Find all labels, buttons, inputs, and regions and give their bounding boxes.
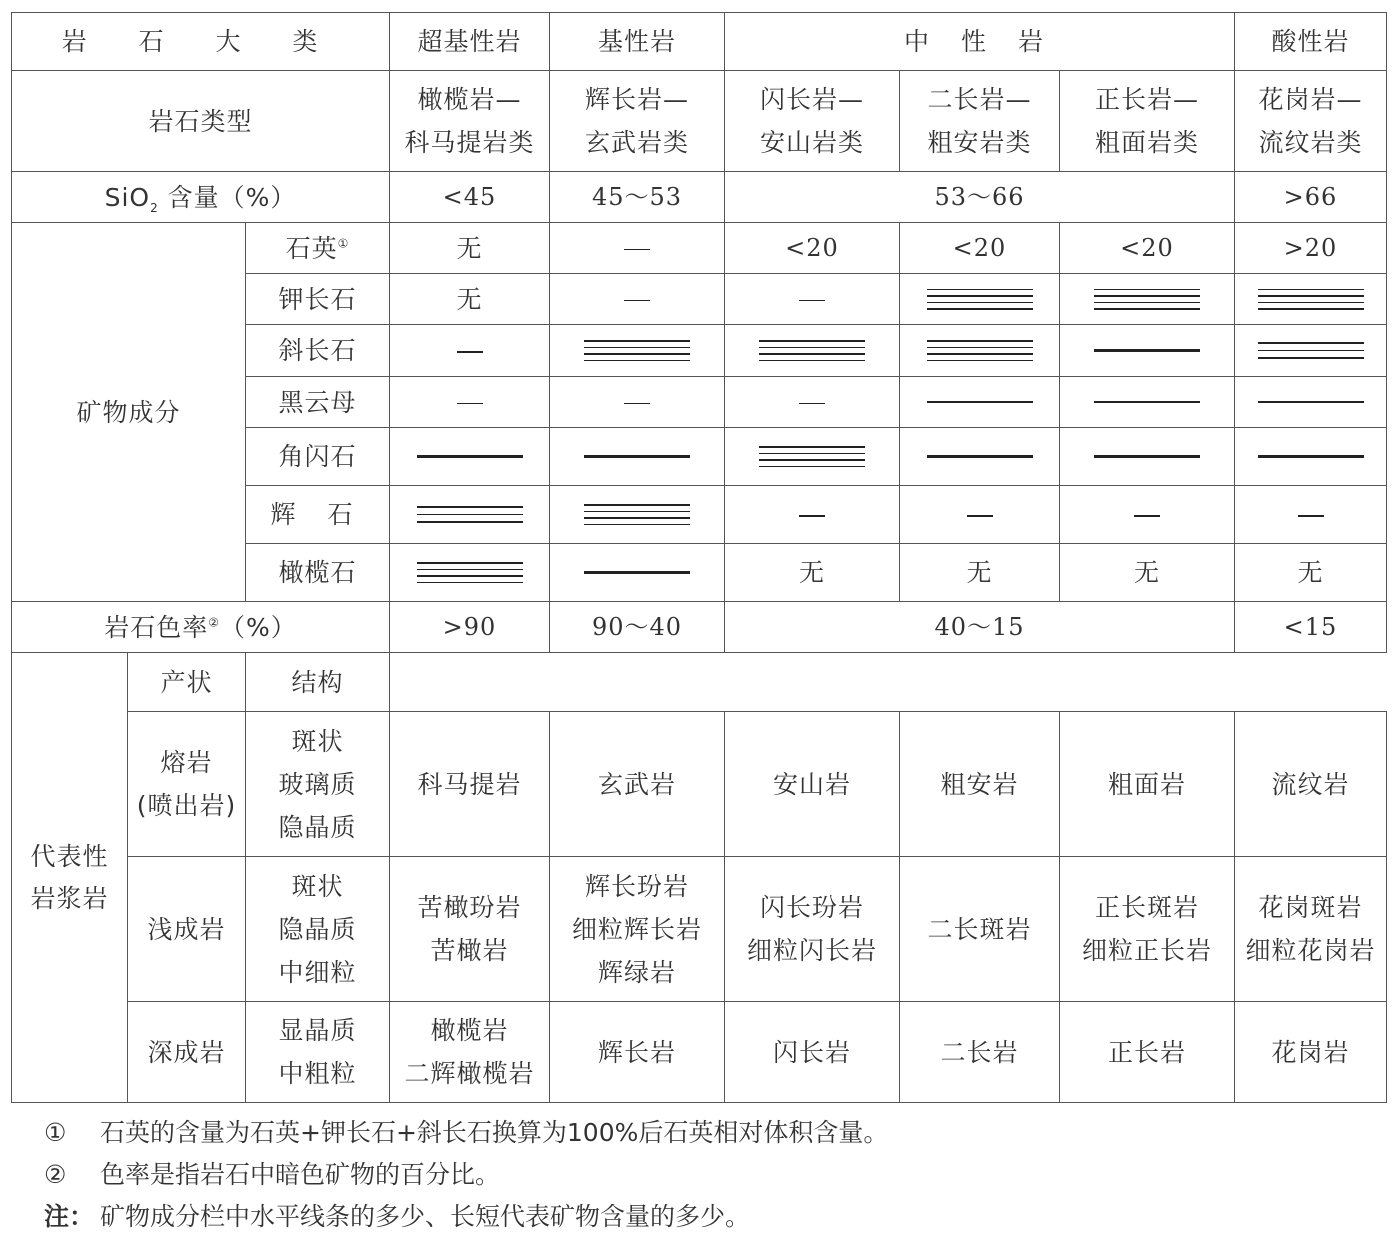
- mineral-content-cell: [725, 274, 900, 325]
- rock-name: 辉长玢岩: [584, 871, 689, 901]
- group-basic: 基性岩: [550, 13, 725, 71]
- content-line-mark: [927, 347, 1033, 349]
- rock-type-line: 辉长岩—: [584, 85, 689, 114]
- mineral-row: [12, 223, 1387, 274]
- texture-line: 斑状: [291, 871, 344, 901]
- footnote: [44, 1112, 888, 1154]
- content-lines: [390, 562, 549, 583]
- mineral-content-cell: >20: [1235, 223, 1387, 274]
- color-index-value: <15: [1235, 602, 1387, 653]
- mineral-content-cell: [390, 486, 550, 544]
- dash-mark: [799, 300, 825, 302]
- content-line-mark: [584, 524, 690, 526]
- mineral-content-cell: [900, 486, 1060, 544]
- representative-rock-cell: [725, 1002, 900, 1103]
- category-label: 岩 石 大 类: [12, 13, 390, 71]
- rock-type-line: 橄榄岩—: [417, 85, 522, 114]
- content-line-mark: [759, 353, 865, 355]
- content-lines: [390, 506, 549, 523]
- rock-type-line: 正长岩—: [1094, 85, 1199, 114]
- content-lines: [725, 340, 899, 361]
- mineral-content-cell: [550, 223, 725, 274]
- mineral-content-cell: [390, 428, 550, 486]
- mineral-content-cell: [550, 544, 725, 602]
- representative-label-line: 岩浆岩: [30, 883, 109, 913]
- rock-name: 粗安岩: [940, 769, 1019, 799]
- rock-type-label: 岩石类型: [12, 71, 390, 172]
- mineral-name: [246, 274, 390, 325]
- content-line-mark: [1258, 455, 1364, 458]
- mineral-content-cell: [1235, 274, 1387, 325]
- representative-row: [12, 1002, 1387, 1103]
- content-line-mark: [584, 571, 690, 574]
- color-index-label: [12, 602, 390, 653]
- dash-mark: [457, 403, 483, 405]
- footnote: [44, 1196, 888, 1238]
- mineral-content-cell: [550, 486, 725, 544]
- content-line-mark: [1094, 349, 1200, 352]
- mineral-content-cell: [900, 377, 1060, 428]
- content-lines: [1235, 455, 1386, 458]
- sio2-value: >66: [1235, 172, 1387, 223]
- mineral-name: [246, 544, 390, 602]
- mineral-content-cell: [1060, 325, 1235, 377]
- content-lines: [390, 455, 549, 458]
- content-line-mark: [417, 521, 523, 523]
- rock-name: 粗面岩: [1107, 769, 1186, 799]
- content-lines: [900, 340, 1059, 361]
- content-line-mark: [759, 459, 865, 461]
- representative-rock-cell: [725, 712, 900, 857]
- dash-mark: [457, 351, 483, 353]
- footnotes: [44, 1112, 888, 1238]
- content-lines: [550, 340, 724, 361]
- content-line-mark: [927, 340, 1033, 342]
- representative-rock-cell: [390, 857, 550, 1002]
- sio2-suffix: 含量（%）: [158, 182, 297, 212]
- content-line-mark: [759, 347, 865, 349]
- content-line-mark: [417, 562, 523, 564]
- rock-name: 苦橄岩: [430, 936, 509, 965]
- footnote-mark: ②: [44, 1160, 67, 1189]
- footnote-text: 色率是指岩石中暗色矿物的百分比。: [100, 1160, 501, 1189]
- dash-mark: [1298, 515, 1324, 517]
- mineral-content-cell: [550, 428, 725, 486]
- rock-name: 花岗岩: [1271, 1037, 1350, 1067]
- content-lines: [1060, 349, 1234, 352]
- content-lines: [1060, 401, 1234, 403]
- mineral-content-cell: [1060, 486, 1235, 544]
- mineral-content-cell: [725, 428, 900, 486]
- content-line-mark: [927, 455, 1033, 458]
- texture-line: 中细粒: [278, 957, 357, 987]
- representative-row: [12, 857, 1387, 1002]
- mineral-content-cell: 无: [390, 274, 550, 325]
- mineral-name: [246, 223, 390, 274]
- rock-type-cell: [725, 71, 900, 172]
- rock-name: 安山岩: [772, 769, 851, 799]
- mineral-name-text: 角闪石: [278, 442, 357, 471]
- header-row: [12, 13, 1387, 71]
- color-index-row: [12, 602, 1387, 653]
- mineral-name-text: 辉 石: [270, 500, 365, 529]
- dash-mark: [624, 249, 650, 251]
- mineral-name: [246, 377, 390, 428]
- occurrence-cell: [128, 712, 246, 857]
- sio2-value: <45: [390, 172, 550, 223]
- texture-line: 玻璃质: [278, 769, 357, 799]
- mineral-content-cell: [900, 325, 1060, 377]
- rock-type-cell: [390, 71, 550, 172]
- content-line-mark: [584, 340, 690, 342]
- rock-type-line: 粗面岩类: [1094, 128, 1199, 157]
- texture-line: 显晶质: [278, 1016, 357, 1045]
- representative-label: [12, 653, 128, 1103]
- sio2-subscript: 2: [150, 200, 159, 215]
- representative-rock-cell: [550, 712, 725, 857]
- mineral-content-cell: [550, 325, 725, 377]
- content-line-mark: [584, 504, 690, 506]
- rock-type-row: [12, 71, 1387, 172]
- rock-name: 辉长岩: [597, 1037, 676, 1067]
- mineral-name: [246, 486, 390, 544]
- representative-rock-cell: [900, 712, 1060, 857]
- content-lines: [1060, 289, 1234, 310]
- mineral-name: [246, 325, 390, 377]
- content-lines: [550, 571, 724, 574]
- igneous-rock-classification-table: [11, 12, 1387, 1103]
- mineral-name-text: 黑云母: [278, 387, 357, 417]
- content-line-mark: [1258, 342, 1364, 344]
- footnote-text: 石英的含量为石英+钾长石+斜长石换算为100%后石英相对体积含量。: [100, 1118, 889, 1147]
- mineral-content-cell: [1060, 274, 1235, 325]
- mineral-name-text: 钾长石: [278, 284, 357, 314]
- dash-mark: [799, 515, 825, 517]
- mineral-content-cell: [725, 377, 900, 428]
- texture-cell: [246, 857, 390, 1002]
- representative-rock-cell: [390, 1002, 550, 1103]
- rock-type-cell: [550, 71, 725, 172]
- content-lines: [900, 401, 1059, 403]
- footnote: [44, 1154, 888, 1196]
- occurrence-line: 熔岩: [160, 748, 213, 777]
- mineral-content-cell: [550, 377, 725, 428]
- content-line-mark: [927, 353, 1033, 355]
- representative-rock-cell: [550, 1002, 725, 1103]
- rock-name: 玄武岩: [597, 769, 676, 799]
- content-line-mark: [584, 347, 690, 349]
- content-line-mark: [759, 446, 865, 448]
- content-line-mark: [927, 401, 1033, 403]
- content-line-mark: [1094, 302, 1200, 304]
- occurrence-cell: [128, 1002, 246, 1103]
- sio2-prefix: SiO: [104, 182, 151, 212]
- color-index-text: 岩石色率: [104, 612, 209, 642]
- occurrence-line: (喷出岩): [136, 791, 237, 820]
- rock-type-cell: [1060, 71, 1235, 172]
- mineral-content-cell: [1060, 377, 1235, 428]
- rock-name: 橄榄岩: [430, 1016, 509, 1045]
- rock-type-cell: [900, 71, 1060, 172]
- rock-name: 苦橄玢岩: [417, 893, 522, 922]
- rock-name: 细粒花岗岩: [1245, 936, 1376, 965]
- rock-name: 二长岩: [940, 1037, 1019, 1067]
- representative-rock-cell: [1235, 712, 1387, 857]
- content-line-mark: [1258, 289, 1364, 291]
- representative-rock-cell: [1235, 1002, 1387, 1103]
- content-lines: [1235, 289, 1386, 310]
- texture-head: 结构: [246, 653, 390, 712]
- mineral-content-cell: [1235, 377, 1387, 428]
- representative-row: [12, 712, 1387, 857]
- mineral-content-cell: [390, 377, 550, 428]
- mineral-content-cell: 无: [900, 544, 1060, 602]
- content-line-mark: [1258, 308, 1364, 310]
- content-line-mark: [927, 360, 1033, 362]
- mineral-name: [246, 428, 390, 486]
- representative-rock-cell: [900, 1002, 1060, 1103]
- dash-mark: [624, 300, 650, 302]
- dash-mark: [967, 515, 993, 517]
- representative-rock-cell: [725, 857, 900, 1002]
- mineral-content-cell: [390, 544, 550, 602]
- rock-type-line: 流纹岩类: [1258, 128, 1363, 157]
- rock-name: 正长斑岩: [1094, 893, 1199, 922]
- texture-line: 隐晶质: [278, 812, 357, 842]
- mineral-name-text: 橄榄石: [278, 558, 357, 587]
- occurrence-line: 浅成岩: [147, 914, 226, 944]
- content-line-mark: [927, 289, 1033, 291]
- rock-type-line: 安山岩类: [759, 128, 864, 157]
- content-line-mark: [759, 340, 865, 342]
- rock-type-line: 粗安岩类: [927, 128, 1032, 157]
- group-acidic: 酸性岩: [1235, 13, 1387, 71]
- content-lines: [550, 455, 724, 458]
- content-line-mark: [1094, 289, 1200, 291]
- content-line-mark: [927, 308, 1033, 310]
- content-line-mark: [1094, 308, 1200, 310]
- mineral-content-cell: [900, 274, 1060, 325]
- sio2-value: 53～66: [725, 172, 1235, 223]
- representative-head-row: [12, 653, 1387, 712]
- color-index-value: 90～40: [550, 602, 725, 653]
- mineral-content-cell: <20: [900, 223, 1060, 274]
- content-line-mark: [1258, 295, 1364, 297]
- mineral-content-cell: <20: [725, 223, 900, 274]
- rock-type-line: 二长岩—: [927, 85, 1032, 114]
- sio2-value: 45～53: [550, 172, 725, 223]
- sio2-row: [12, 172, 1387, 223]
- representative-rock-cell: [900, 857, 1060, 1002]
- content-line-mark: [417, 575, 523, 577]
- representative-rock-cell: [1060, 1002, 1235, 1103]
- mineral-name-text: 斜长石: [278, 336, 357, 365]
- rock-type-line: 科马提岩类: [404, 128, 535, 157]
- content-line-mark: [1094, 455, 1200, 458]
- mineral-name-text: 石英: [285, 233, 338, 263]
- mineral-content-cell: [550, 274, 725, 325]
- mineral-content-cell: [725, 325, 900, 377]
- color-index-unit: （%）: [220, 612, 297, 642]
- mineral-content-cell: 无: [1235, 544, 1387, 602]
- texture-line: 隐晶质: [278, 914, 357, 944]
- content-line-mark: [417, 569, 523, 571]
- rock-type-line: 花岗岩—: [1258, 85, 1363, 114]
- rock-type-line: 玄武岩类: [584, 128, 689, 157]
- group-ultrabasic: 超基性岩: [390, 13, 550, 71]
- color-index-value: >90: [390, 602, 550, 653]
- footnote-mark: ①: [44, 1118, 67, 1147]
- content-line-mark: [584, 360, 690, 362]
- rock-name: 细粒辉长岩: [571, 914, 702, 944]
- rock-name: 流纹岩: [1271, 769, 1350, 799]
- content-line-mark: [759, 360, 865, 362]
- mineral-content-cell: [1235, 486, 1387, 544]
- mineral-composition-label: 矿物成分: [12, 223, 246, 602]
- mineral-content-cell: [1060, 428, 1235, 486]
- content-line-mark: [584, 511, 690, 513]
- dash-mark: [624, 403, 650, 405]
- content-line-mark: [584, 455, 690, 458]
- texture-line: 斑状: [291, 726, 344, 756]
- content-line-mark: [584, 517, 690, 519]
- representative-rock-cell: [1060, 857, 1235, 1002]
- texture-line: 中粗粒: [278, 1059, 357, 1088]
- rock-name: 二辉橄榄岩: [404, 1059, 535, 1088]
- footnote-text: 矿物成分栏中水平线条的多少、长短代表矿物含量的多少。: [100, 1202, 751, 1231]
- sio2-label: [12, 172, 390, 223]
- content-lines: [900, 289, 1059, 310]
- content-line-mark: [1258, 350, 1364, 352]
- rock-name: 科马提岩: [417, 769, 522, 799]
- content-line-mark: [1094, 401, 1200, 403]
- representative-rock-cell: [390, 712, 550, 857]
- content-line-mark: [927, 302, 1033, 304]
- dash-mark: [1134, 515, 1160, 517]
- content-lines: [900, 455, 1059, 458]
- rock-name: 闪长岩: [772, 1037, 851, 1067]
- rock-name: 细粒正长岩: [1081, 936, 1212, 965]
- content-lines: [725, 446, 899, 467]
- rock-name: 花岗斑岩: [1258, 893, 1363, 922]
- rock-name: 二长斑岩: [927, 914, 1032, 944]
- content-line-mark: [417, 506, 523, 508]
- footnote-mark: 注：: [44, 1202, 95, 1231]
- representative-label-line: 代表性: [30, 841, 109, 871]
- representative-rock-cell: [1060, 712, 1235, 857]
- content-line-mark: [1258, 302, 1364, 304]
- content-lines: [1235, 342, 1386, 359]
- content-line-mark: [927, 295, 1033, 297]
- rock-name: 辉绿岩: [597, 957, 676, 987]
- color-index-footnote-mark: ②: [208, 615, 220, 630]
- content-lines: [1060, 455, 1234, 458]
- content-lines: [1235, 401, 1386, 403]
- group-intermediate: 中 性 岩: [725, 13, 1235, 71]
- mineral-content-cell: 无: [1060, 544, 1235, 602]
- rock-type-cell: [1235, 71, 1387, 172]
- representative-rock-cell: [1235, 857, 1387, 1002]
- color-index-value: 40～15: [725, 602, 1235, 653]
- mineral-content-cell: <20: [1060, 223, 1235, 274]
- content-line-mark: [759, 466, 865, 468]
- rock-name: 正长岩: [1107, 1037, 1186, 1067]
- quartz-footnote-mark: ①: [337, 236, 350, 251]
- dash-mark: [799, 403, 825, 405]
- representative-rock-cell: [550, 857, 725, 1002]
- mineral-content-cell: [390, 325, 550, 377]
- occurrence-line: 深成岩: [147, 1037, 226, 1067]
- content-line-mark: [417, 582, 523, 584]
- mineral-content-cell: [900, 428, 1060, 486]
- mineral-content-cell: [1235, 428, 1387, 486]
- content-line-mark: [759, 453, 865, 455]
- mineral-content-cell: [1235, 325, 1387, 377]
- rock-type-line: 闪长岩—: [759, 85, 864, 114]
- mineral-content-cell: [725, 486, 900, 544]
- occurrence-head: 产状: [128, 653, 246, 712]
- mineral-content-cell: 无: [725, 544, 900, 602]
- occurrence-cell: [128, 857, 246, 1002]
- content-line-mark: [1094, 295, 1200, 297]
- content-lines: [550, 504, 724, 525]
- content-line-mark: [417, 455, 523, 458]
- texture-cell: [246, 712, 390, 857]
- rock-name: 闪长玢岩: [759, 893, 864, 922]
- texture-cell: [246, 1002, 390, 1103]
- content-line-mark: [584, 353, 690, 355]
- content-line-mark: [1258, 401, 1364, 403]
- mineral-content-cell: 无: [390, 223, 550, 274]
- rock-name: 细粒闪长岩: [746, 936, 877, 965]
- content-line-mark: [417, 514, 523, 516]
- content-line-mark: [1258, 357, 1364, 359]
